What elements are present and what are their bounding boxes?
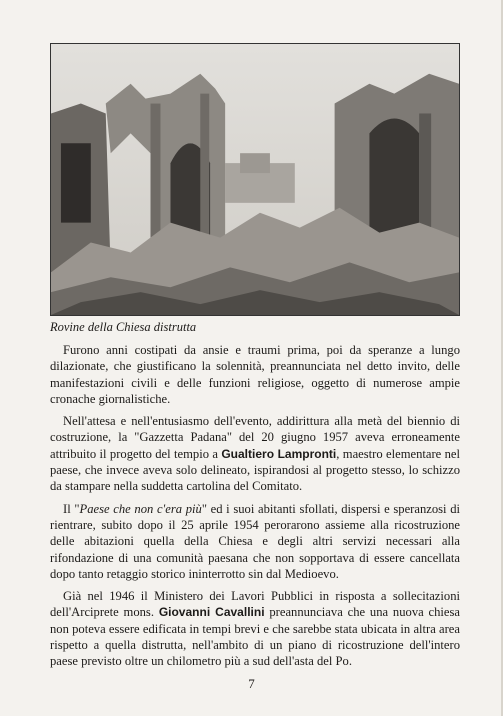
body-text (50, 342, 460, 676)
paragraph-text: Nell'attesa e nell'entusiasmo dell'evento, addirittura alla metà del biennio di costruzione, la "Gazzetta Padana" del 20 giugno 1957 aveva erroneamente attribuito il progetto del tempio a (50, 414, 460, 461)
person-name: Gualtiero Lampronti (221, 446, 337, 461)
person-name: Giovanni Cavallini (158, 605, 265, 620)
paragraph-text: preannunciava che una nuova chiesa non poteva essere edificata in tempi brevi e che sarebbe stata ubicata in altra area rispetto a quella distrutta, nell'ambito di un piano di ricostruzione dell'intero paese previsto oltre un chilometro più a sud dell'asta del Po. (50, 605, 461, 669)
figure-caption: Rovine della Chiesa distrutta (50, 320, 197, 334)
paragraph (50, 501, 460, 582)
paragraph-text: Già nel 1946 il Ministero dei Lavori Pubblici in risposta a sollecitazioni dell'Arciprete mons. (50, 589, 460, 620)
paragraph (50, 588, 460, 669)
photo (50, 43, 460, 316)
paragraph-text: Il " (63, 501, 80, 516)
paragraph-text: Furono anni costipati da ansie e traumi prima, poi da speranze a lungo dilazionate, che giustificano la solennità, preannunciata nel detto invito, delle manifestazioni civili e delle funzioni religiose, oggetto di numerose ampie cronache giornalistiche. (50, 343, 460, 406)
paragraph-text: , maestro elementare nel paese, che invece aveva solo delineato, ispirandosi al progetto stesso, lo schizzo da stampare nella suddetta cartolina del Comitato. (50, 446, 461, 494)
paragraph-text: " ed i suoi abitanti sfollati, dispersi e speranzosi di rientrare, subito dopo il 25 aprile 1954 perorarono assieme alla ricostruzione delle abitazioni quella della Chiesa e degli altri servizi necessari alla rifondazione di una comunità paesana che non sopportava di essere cancellata dopo tanto retaggio storico ininterrotto sin dal Medioevo. (50, 501, 461, 581)
paragraph (50, 342, 460, 407)
quoted-title: Paese che non c'era più (79, 501, 202, 516)
paragraph (50, 413, 460, 494)
page-number: 7 (248, 676, 255, 691)
church-ruins-image (51, 44, 459, 315)
